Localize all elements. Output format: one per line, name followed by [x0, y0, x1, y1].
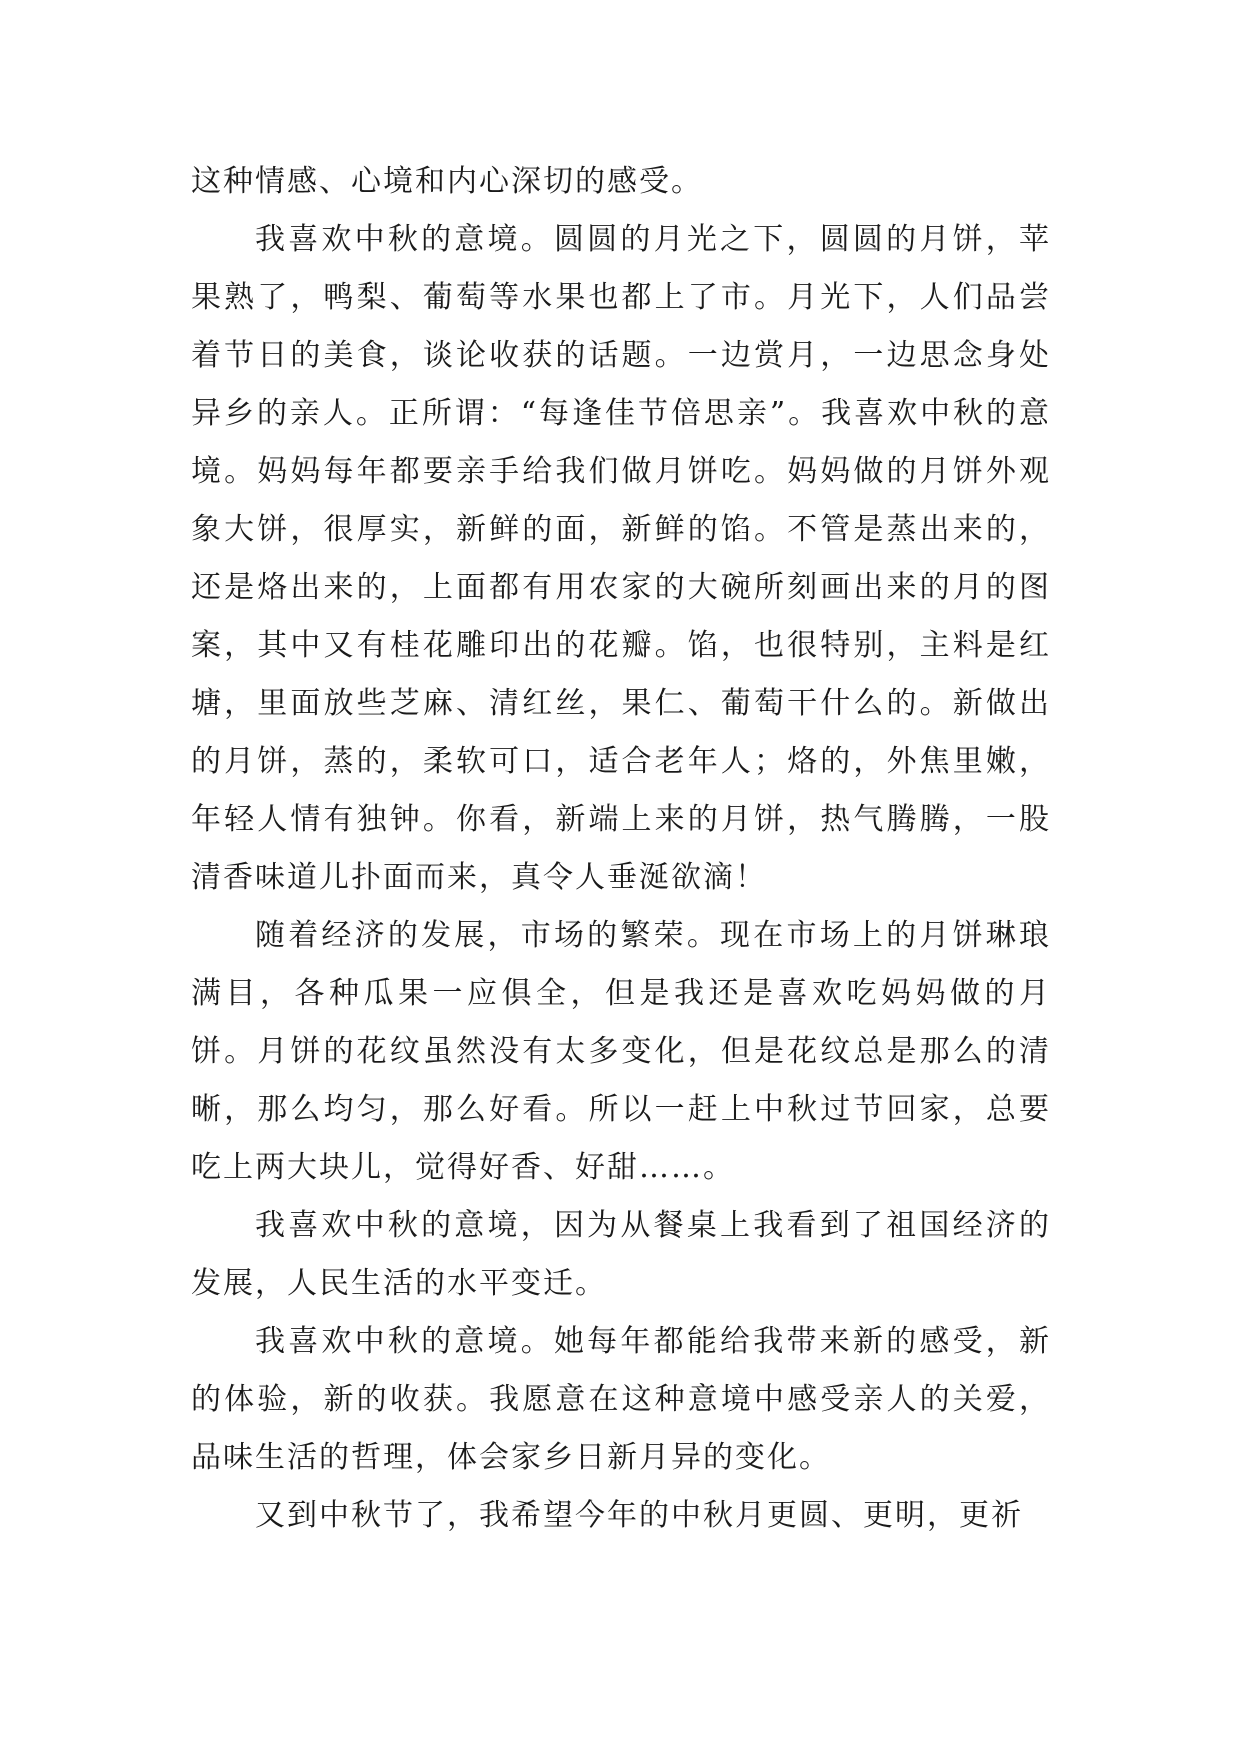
paragraph-5: 我喜欢中秋的意境。她每年都能给我带来新的感受，新的体验，新的收获。我愿意在这种意境中感受亲人的关爱，品味生活的哲理，体会家乡日新月异的变化。: [191, 1324, 1051, 1475]
paragraph-4: 我喜欢中秋的意境，因为从餐桌上我看到了祖国经济的发展，人民生活的水平变迁。: [191, 1208, 1051, 1301]
paragraph-1: 这种情感、心境和内心深切的感受。: [191, 164, 703, 199]
paragraph-6: 又到中秋节了，我希望今年的中秋月更圆、更明，更祈: [255, 1498, 1023, 1533]
paragraph-2: 我喜欢中秋的意境。圆圆的月光之下，圆圆的月饼，苹果熟了，鸭梨、葡萄等水果也都上了市。月光下，人们品尝着节日的美食，谈论收获的话题。一边赏月，一边思念身处异乡的亲人。正所谓：“每逢佳节倍思亲”。我喜欢中秋的意境。妈妈每年都要亲手给我们做月饼吃。妈妈做的月饼外观象大饼，很厚实，新鲜的面，新鲜的馅。不管是蒸出来的，还是烙出来的，上面都有用农家的大碗所刻画出来的月的图案，其中又有桂花雕印出的花瓣。馅，也很特别，主料是红塘，里面放些芝麻、清红丝，果仁、葡萄干什么的。新做出的月饼，蒸的，柔软可口，适合老年人；烙的，外焦里嫩，年轻人情有独钟。你看，新端上来的月饼，热气腾腾，一股清香味道儿扑面而来，真令人垂涎欲滴！: [191, 222, 1051, 895]
body-text: [191, 153, 1051, 1545]
paragraph-3: 随着经济的发展，市场的繁荣。现在市场上的月饼琳琅满目，各种瓜果一应俱全，但是我还是喜欢吃妈妈做的月饼。月饼的花纹虽然没有太多变化，但是花纹总是那么的清晰，那么均匀，那么好看。所以一赶上中秋过节回家，总要吃上两大块儿，觉得好香、好甜……。: [191, 918, 1051, 1185]
